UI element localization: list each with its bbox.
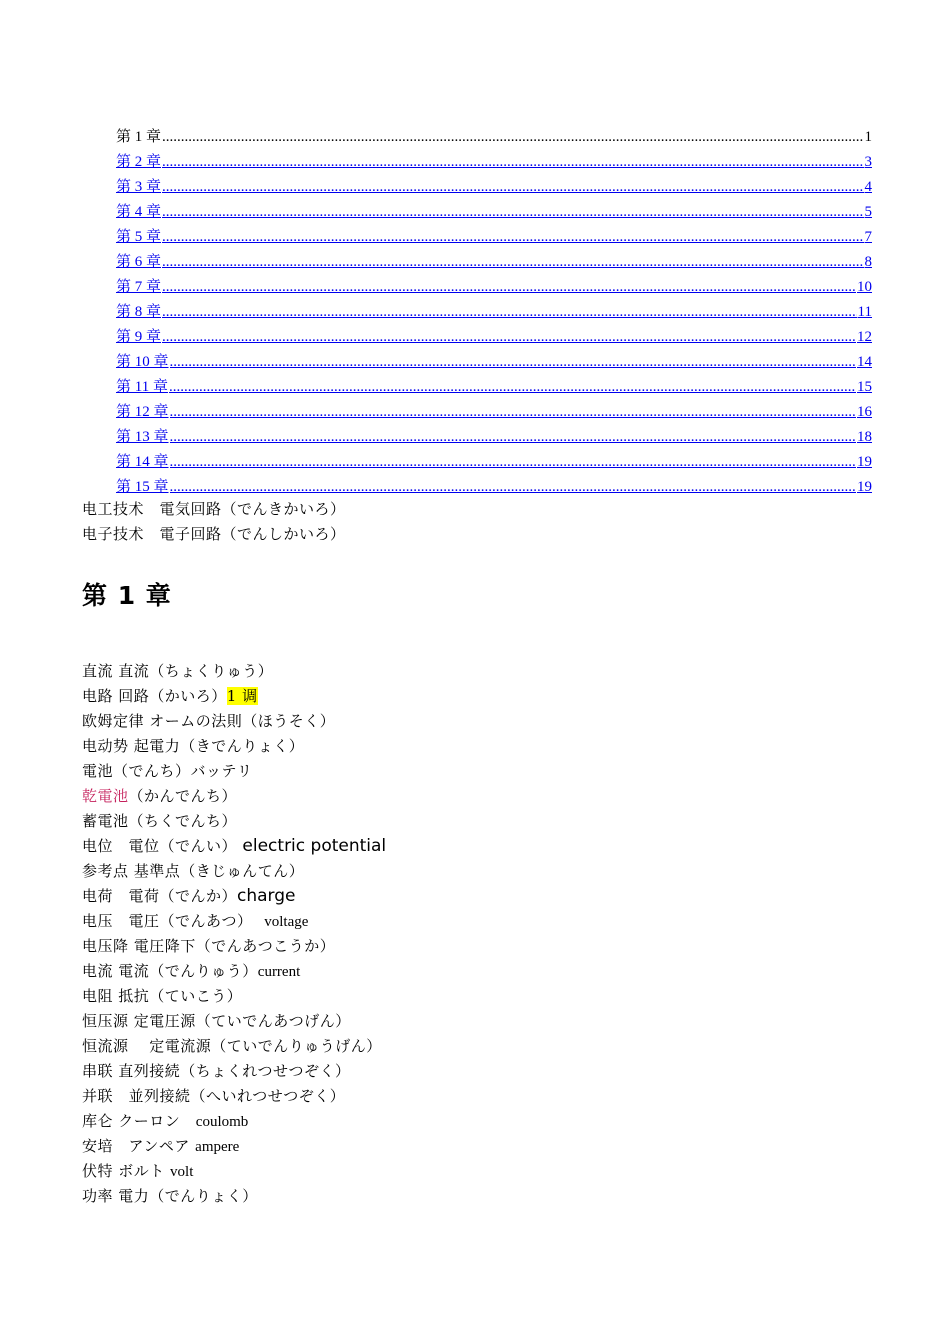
toc-leader-dots — [162, 325, 856, 350]
vocab-text: 参考点 基準点（きじゅんてん） — [82, 862, 305, 880]
english-term: ampere — [195, 1139, 240, 1155]
vocab-line — [82, 859, 386, 884]
vocab-text: 电路 回路（かいろ） — [82, 687, 227, 705]
intro-line: 电工技术 電気回路（でんきかいろ） — [82, 500, 346, 518]
toc-entry-page: 19 — [857, 454, 872, 470]
english-term: coulomb — [195, 1114, 249, 1130]
vocab-line — [82, 984, 386, 1009]
toc-entry-page: 18 — [857, 429, 872, 445]
toc-entry[interactable] — [116, 350, 872, 375]
toc-entry-label: 第 2 章 — [116, 154, 162, 170]
vocab-text: 电流 電流（でんりゅう） — [82, 962, 258, 980]
toc-entry-page: 7 — [864, 229, 872, 245]
vocab-line — [82, 1059, 386, 1084]
vocab-line — [82, 809, 386, 834]
toc-leader-dots — [170, 425, 856, 450]
vocab-line — [82, 1009, 386, 1034]
chapter-heading: 第 1 章 — [82, 581, 172, 610]
toc-entry-page: 15 — [857, 379, 872, 395]
toc-entry[interactable] — [116, 325, 872, 350]
toc-entry-label: 第 12 章 — [116, 404, 169, 420]
english-term: charge — [237, 886, 296, 906]
vocab-text: 直流 直流（ちょくりゅう） — [82, 662, 274, 680]
toc-entry-page: 5 — [864, 204, 872, 220]
vocab-text: 电动势 起電力（きでんりょく） — [82, 737, 305, 755]
toc-leader-dots — [170, 450, 856, 475]
toc-entry-page: 12 — [857, 329, 872, 345]
toc-entry[interactable] — [116, 275, 872, 300]
toc-entry-page: 16 — [857, 404, 872, 420]
toc-entry[interactable] — [116, 425, 872, 450]
vocab-text: 串联 直列接続（ちょくれつせつぞく） — [82, 1062, 351, 1080]
vocab-line — [82, 709, 386, 734]
toc-entry[interactable] — [116, 225, 872, 250]
toc-leader-dots — [162, 200, 863, 225]
english-term: voltage — [260, 914, 309, 930]
toc-leader-dots — [170, 400, 856, 425]
toc-leader-dots — [162, 125, 863, 150]
vocab-text: 恒压源 定電圧源（ていでんあつげん） — [82, 1012, 351, 1030]
toc-entry-label: 第 10 章 — [116, 354, 169, 370]
vocab-text: 蓄電池（ちくでんち） — [82, 812, 238, 830]
toc-entry-label: 第 7 章 — [116, 279, 162, 295]
vocab-text: 电位 電位（でんい） — [82, 837, 238, 855]
table-of-contents — [116, 125, 872, 500]
toc-entry-label: 第 13 章 — [116, 429, 169, 445]
toc-entry-label: 第 9 章 — [116, 329, 162, 345]
toc-entry-label: 第 11 章 — [116, 379, 168, 395]
vocab-line — [82, 959, 386, 984]
toc-entry[interactable] — [116, 375, 872, 400]
vocab-text: 并联 並列接続（へいれつせつぞく） — [82, 1087, 346, 1105]
english-term: electric potential — [237, 836, 387, 856]
toc-entry[interactable] — [116, 250, 872, 275]
vocab-line — [82, 1184, 386, 1209]
vocab-text: 电阻 抵抗（ていこう） — [82, 987, 243, 1005]
toc-entry[interactable] — [116, 400, 872, 425]
vocab-text: 伏特 ボルト — [82, 1162, 171, 1180]
vocab-text: 电压降 電圧降下（でんあつこうか） — [82, 937, 336, 955]
vocab-line — [82, 684, 386, 709]
intro-lines — [82, 497, 346, 547]
toc-entry[interactable] — [116, 150, 872, 175]
toc-entry-label: 第 5 章 — [116, 229, 162, 245]
toc-leader-dots — [162, 175, 863, 200]
toc-entry-page: 8 — [864, 254, 872, 270]
vocab-line — [82, 734, 386, 759]
toc-entry-label: 第 4 章 — [116, 204, 162, 220]
toc-entry-page: 3 — [864, 154, 872, 170]
english-term: current — [257, 964, 301, 980]
vocab-line — [82, 884, 386, 909]
vocab-text: 电压 電圧（でんあつ） — [82, 912, 261, 930]
vocab-line — [82, 834, 386, 859]
toc-leader-dots — [162, 275, 856, 300]
vocab-line — [82, 1109, 386, 1134]
toc-entry-page: 4 — [864, 179, 872, 195]
vocab-text: 功率 電力（でんりょく） — [82, 1187, 258, 1205]
toc-entry[interactable] — [116, 450, 872, 475]
toc-leader-dots — [162, 300, 857, 325]
toc-entry-page: 11 — [857, 304, 872, 320]
intro-line: 电子技术 電子回路（でんしかいろ） — [82, 525, 346, 543]
toc-entry-page: 10 — [857, 279, 872, 295]
vocab-text: 电荷 電荷（でんか） — [82, 887, 238, 905]
toc-leader-dots — [162, 250, 863, 275]
vocab-line — [82, 759, 386, 784]
toc-entry-label: 第 14 章 — [116, 454, 169, 470]
toc-entry-label: 第 6 章 — [116, 254, 162, 270]
english-term: volt — [170, 1164, 194, 1180]
vocab-line — [82, 909, 386, 934]
toc-leader-dots — [162, 225, 863, 250]
toc-leader-dots — [162, 150, 863, 175]
toc-entry[interactable] — [116, 300, 872, 325]
toc-entry[interactable] — [116, 200, 872, 225]
vocab-line — [82, 1134, 386, 1159]
toc-entry-label: 第 1 章 — [116, 129, 162, 145]
highlighted-note: 1 调 — [226, 687, 258, 705]
vocab-text: 安培 アンペア — [82, 1137, 196, 1155]
vocab-text: （かんでんち） — [128, 787, 238, 805]
vocab-text: 恒流源 定電流源（ていでんりゅうげん） — [82, 1037, 382, 1055]
vocab-line — [82, 784, 386, 809]
toc-leader-dots — [169, 375, 856, 400]
toc-entry-page: 14 — [857, 354, 872, 370]
vocab-text: 库仑 クーロン — [82, 1112, 196, 1130]
vocab-line — [82, 659, 386, 684]
toc-leader-dots — [170, 350, 856, 375]
toc-entry — [116, 125, 872, 150]
toc-entry[interactable] — [116, 175, 872, 200]
vocab-line — [82, 1159, 386, 1184]
toc-entry-label: 第 15 章 — [116, 479, 169, 495]
vocab-term-colored: 乾電池 — [82, 787, 129, 805]
toc-entry-page: 1 — [864, 129, 872, 145]
toc-entry-label: 第 3 章 — [116, 179, 162, 195]
vocab-line — [82, 1034, 386, 1059]
toc-entry-page: 19 — [857, 479, 872, 495]
vocabulary-list — [82, 659, 386, 1209]
vocab-text: 欧姆定律 オームの法則（ほうそく） — [82, 712, 336, 730]
vocab-line — [82, 934, 386, 959]
toc-entry-label: 第 8 章 — [116, 304, 162, 320]
vocab-text: 電池（でんち）バッテリ — [82, 762, 253, 780]
vocab-line — [82, 1084, 386, 1109]
